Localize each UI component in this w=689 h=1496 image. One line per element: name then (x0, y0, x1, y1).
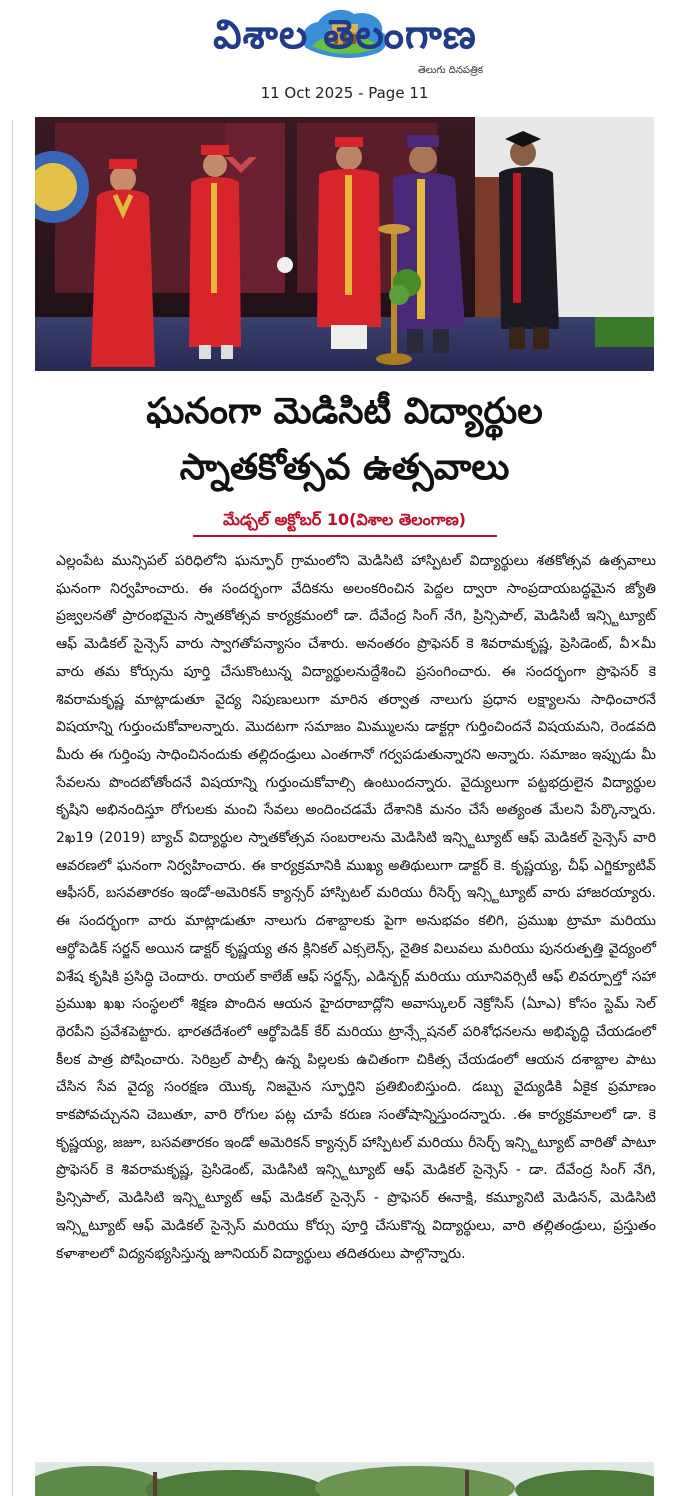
next-article-photo-strip (35, 1462, 654, 1496)
page-border-line (12, 120, 13, 1496)
convocation-photo (35, 117, 654, 371)
story-dateline: మేడ్చల్ అక్టోబర్ 10(విశాల తెలంగాణ) (223, 510, 466, 529)
logo-tagline: తెలుగు దినపత్రిక (418, 65, 484, 76)
convocation-scene-image (35, 117, 654, 371)
masthead (0, 0, 689, 110)
trees-image (35, 1462, 654, 1496)
article-headline-line-1: ఘనంగా మెడిసిటీ విద్యార్థుల (146, 390, 543, 432)
edition-dateline: 11 Oct 2025 - Page 11 (260, 84, 429, 102)
article-body: ఎల్లంపేట మున్సిపల్ పరిధిలోని ఘన్పూర్ గ్రామంలోని మెడిసిటి హాస్పిటల్ విద్యార్థులు శతకోత్సవ ఉత్సవాలు ఘనంగా నిర్వహించారు. ఈ సందర్భంగా వేదికను అలంకరించిన పెద్దల ద్వారా సాంప్రదాయబద్ధమైన జ్యోతి ప్రజ్వలనతో ప్రారంభమైన స్నాతకోత్సవ కార్యక్రమంలో డా. దేవేంద్ర సింగ్ నేగి, ప్రిన్సిపాల్, మెడిసిటీ ఇన్స్టిట్యూట్ ఆఫ్ మెడికల్ సైన్సెస్ వారు స్వాగతోపన్యాసం చేశారు. అనంతరం ప్రొఫెసర్ కె శివరామకృష్ణ, ప్రెసిడెంట్, వీ×మీ వారు తమ కోర్సును పూర్తి చేసుకొంటున్న విద్యార్థులనుద్దేశించి ప్రసంగించారు. ఈ సందర్భంగా ప్రొఫెసర్ కె శివరామకృష్ణ మాట్లాడుతూ వైద్య నిపుణులుగా మారిన తర్వాత నాలుగు ప్రధాన లక్ష్యాలను సాధించారనే విషయాన్ని గుర్తుంచుకోవాలన్నారు. మొదటగా సమాజం మిమ్ములను డాక్టర్గా గుర్తించిందనే విషయమని, రెండవది మీరు ఈ గుర్తింపు సాధించినందుకు తల్లిదండ్రులు ఎంతగానో గర్వపడుతున్నారని అన్నారు. సమాజం ఇప్పుడు మీ సేవలను పొందబోతోందనే విషయాన్ని గుర్తుంచుకోవాల్సి ఉంటుందన్నారు. వైద్యులుగా పట్టభద్రులైన విద్యార్థుల కృషిని అభినందిస్తూ రోగులకు మంచి సేవలు అందించడమే దేశానికి మనం చేసే అత్యంత మేలని పేర్కొన్నారు. 2ఖ19 (2019) బ్యాచ్ విద్యార్థుల స్నాతకోత్సవ సంబరాలను మెడిసిటి ఇన్స్టిట్యూట్ ఆఫ్ మెడికల్ సైన్సెస్ వారి ఆవరణలో ఘనంగా నిర్వహించారు. ఈ కార్యక్రమానికి ముఖ్య అతిథులుగా డాక్టర్ కె. కృష్ణయ్య, చీఫ్ ఎగ్జిక్యూటివ్ ఆఫీసర్, బసవతారకం ఇండో-అమెరికన్ క్యాన్సర్ హాస్పిటల్ మరియు రీసెర్చ్ ఇన్స్టిట్యూట్ వారు హాజరయ్యారు. ఈ సందర్భంగా వారు మాట్లాడుతూ నాలుగు దశాబ్దాలకు పైగా అనుభవం కలిగి, ప్రముఖ ట్రామా మరియు ఆర్థోపెడిక్ సర్జన్ అయిన డాక్టర్ కృష్ణయ్య తన క్లినికల్ ఎక్సలెన్స్, నైతిక విలువలు మరియు పునరుత్పత్తి వైద్యంలో విశేష కృషికి ప్రసిద్ధి చెందారు. రాయల్ కాలేజ్ ఆఫ్ సర్జన్స్, ఎడిన్బర్గ్ మరియు యూనివర్సిటీ ఆఫ్ లివర్పూల్తో సహా ప్రముఖ ఖఖ సంస్థలలో శిక్షణ పొందిన ఆయన హైదరాబాద్లోని అవాస్కులర్ నెక్రోసిస్ (ఏూఎ) కోసం స్టెమ్ సెల్ థెరపీని ప్రవేశపెట్టారు. భారతదేశంలో ఆర్థోపెడిక్ కేర్ మరియు ట్రాన్స్లేషనల్ పరిశోధనలను అభివృద్ధి చేయడంలో కీలక పాత్ర పోషించారు. సెరిబ్రల్ పాల్సీ ఉన్న పిల్లలకు ఉచితంగా చికిత్స చేయడంలో ఆయన దశాబ్దాల పాటు చేసిన సేవ వైద్య సంరక్షణ యొక్క నిజమైన స్ఫూర్తిని ప్రతిబింబిస్తుంది. డబ్బు వైద్యుడికి ఏకైక ప్రమాణం కాకపోవచ్చునని చెబుతూ, వారి రోగుల పట్ల చూపే కరుణ సంతోషాన్నిస్తుందన్నారు. .ఈ కార్యక్రమాలలో డా. కె కృష్ణయ్య, జజూ, బసవతారకం ఇండో అమెరికన్ క్యాన్సర్ హాస్పిటల్ మరియు రీసెర్చ్ ఇన్స్టిట్యూట్ వారితో పాటూ ప్రొఫెసర్ కె శివరామకృష్ణ, ప్రెసిడెంట్, మెడిసిటి ఇన్స్టిట్యూట్ ఆఫ్ మెడికల్ సైన్సెస్ - డా. దేవేంద్ర సింగ్ నేగి, ప్రిన్సిపాల్, మెడిసిటి ఇన్స్టిట్యూట్ ఆఫ్ మెడికల్ సైన్సెస్ - ప్రొఫెసర్ ఈనాక్షి, కమ్యూనిటి మెడిసన్, మెడిసిటి ఇన్స్టిట్యూట్ ఆఫ్ మెడికల్ సైన్సెస్ మరియు కోర్సు పూర్తి చేసుకొన్న విద్యార్థులు, వారి తల్లితండ్రులు, ప్రస్తుతం కళాశాలలో విద్యనభ్యసిస్తున్న జూనియర్ విద్యార్థులు తదితరులు పాల్గొన్నారు. (56, 553, 656, 1262)
story-dateline-underline (193, 535, 497, 537)
article-headline-line-2: స్నాతకోత్సవ ఉత్సవాలు (179, 446, 510, 488)
logo-wordmark: విశాల తెలంగాణ (213, 12, 477, 58)
